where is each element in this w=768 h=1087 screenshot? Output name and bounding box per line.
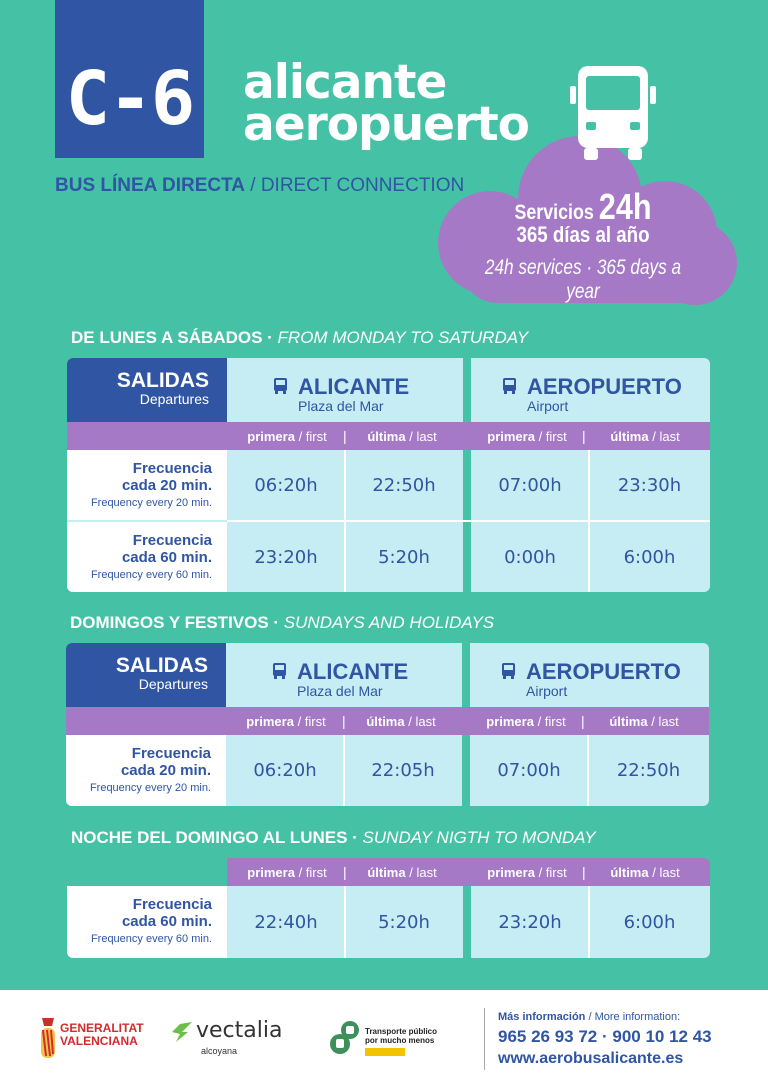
column-headers: primera / first | última / last primera / first | última / last <box>66 707 709 735</box>
column-divider <box>344 886 346 958</box>
section-title-sunday-night: NOCHE DEL DOMINGO AL LUNES · SUNDAY NIGTH TO MONDAY <box>71 828 596 847</box>
timetable-weekdays <box>67 358 710 592</box>
footer-divider <box>484 1008 485 1070</box>
time-cell: 22:05h <box>371 760 435 781</box>
vectalia-logo-icon <box>170 1020 194 1044</box>
timetable-sundays <box>66 643 709 806</box>
header-alicante: ALICANTE Plaza del Mar <box>227 358 463 422</box>
time-cell: 0:00h <box>504 546 556 568</box>
bus-icon <box>271 662 288 679</box>
time-cell: 22:50h <box>372 474 436 496</box>
section-title-weekdays: DE LUNES A SÁBADOS · FROM MONDAY TO SATURDAY <box>71 328 529 347</box>
time-cell: 5:20h <box>378 546 430 568</box>
line-code: C-6 <box>65 56 194 142</box>
vectalia-subtitle: alcoyana <box>201 1046 238 1056</box>
website-link[interactable]: www.aerobusalicante.es <box>498 1050 684 1067</box>
time-cell: 06:20h <box>254 474 318 496</box>
subtitle: BUS LÍNEA DIRECTA / DIRECT CONNECTION <box>55 175 465 196</box>
public-transport-icon <box>328 1020 362 1058</box>
column-divider <box>587 735 589 806</box>
column-divider <box>588 886 590 958</box>
phone-numbers[interactable]: 965 26 93 72 · 900 10 12 43 <box>498 1027 712 1046</box>
table-row: Frecuencia cada 60 min. Frequency every 60 min. 22:40h 5:20h 23:20h 6:00h <box>67 886 710 958</box>
bus-icon <box>500 662 517 679</box>
table-row: Frecuencia cada 20 min. Frequency every 20 min. 06:20h 22:05h 07:00h 22:50h <box>66 735 709 806</box>
time-cell: 22:50h <box>616 760 681 781</box>
time-cell: 07:00h <box>497 760 561 781</box>
section-title-sundays: DOMINGOS Y FESTIVOS · SUNDAYS AND HOLIDAYS <box>70 613 495 632</box>
time-cell: 07:00h <box>498 474 562 496</box>
table-row: Frecuencia cada 60 min. Frequency every 60 min. 23:20h 5:20h 0:00h 6:00h <box>67 522 710 592</box>
column-headers: primera / first | última / last primera / first | última / last <box>67 422 710 450</box>
header-aeropuerto: AEROPUERTO Airport <box>471 358 710 422</box>
generalitat-name: GENERALITAT VALENCIANA <box>60 1021 144 1048</box>
time-cell: 23:30h <box>617 474 682 496</box>
time-cell: 06:20h <box>253 760 317 781</box>
bus-icon <box>570 64 656 162</box>
bus-icon <box>501 377 518 394</box>
footer <box>0 990 768 1087</box>
public-transport-slogan: Transporte público por mucho menos <box>365 1027 438 1045</box>
column-divider <box>588 450 590 592</box>
table-row: Frecuencia cada 20 min. Frequency every 20 min. 06:20h 22:50h 07:00h 23:30h <box>67 450 710 520</box>
column-headers: primera / first | última / last primera / first | última / last <box>227 858 710 886</box>
departures-header: SALIDAS Departures <box>67 358 227 422</box>
timetable-sunday-night <box>67 858 710 958</box>
column-divider <box>343 735 345 806</box>
generalitat-logo-icon <box>38 1016 58 1060</box>
time-cell: 22:40h <box>254 911 318 933</box>
service-info: Servicios 24h 365 días al año 24h services · 365 days a year <box>484 186 682 303</box>
more-info-label: Más información / More information: <box>498 1011 681 1023</box>
header-aeropuerto: AEROPUERTO Airport <box>470 643 709 707</box>
departures-header: SALIDAS Departures <box>66 643 226 707</box>
route-title: alicante aeropuerto <box>243 55 529 152</box>
bus-icon <box>272 377 289 394</box>
government-flag-icon <box>365 1048 405 1056</box>
vectalia-name: vectalia <box>196 1018 283 1043</box>
column-divider <box>344 450 346 592</box>
time-cell: 23:20h <box>498 911 562 933</box>
time-cell: 5:20h <box>378 911 430 933</box>
time-cell: 6:00h <box>623 546 676 568</box>
time-cell: 23:20h <box>254 546 318 568</box>
header-alicante: ALICANTE Plaza del Mar <box>226 643 462 707</box>
column-separator <box>463 886 471 958</box>
line-code-box <box>55 0 204 158</box>
time-cell: 6:00h <box>623 911 676 933</box>
